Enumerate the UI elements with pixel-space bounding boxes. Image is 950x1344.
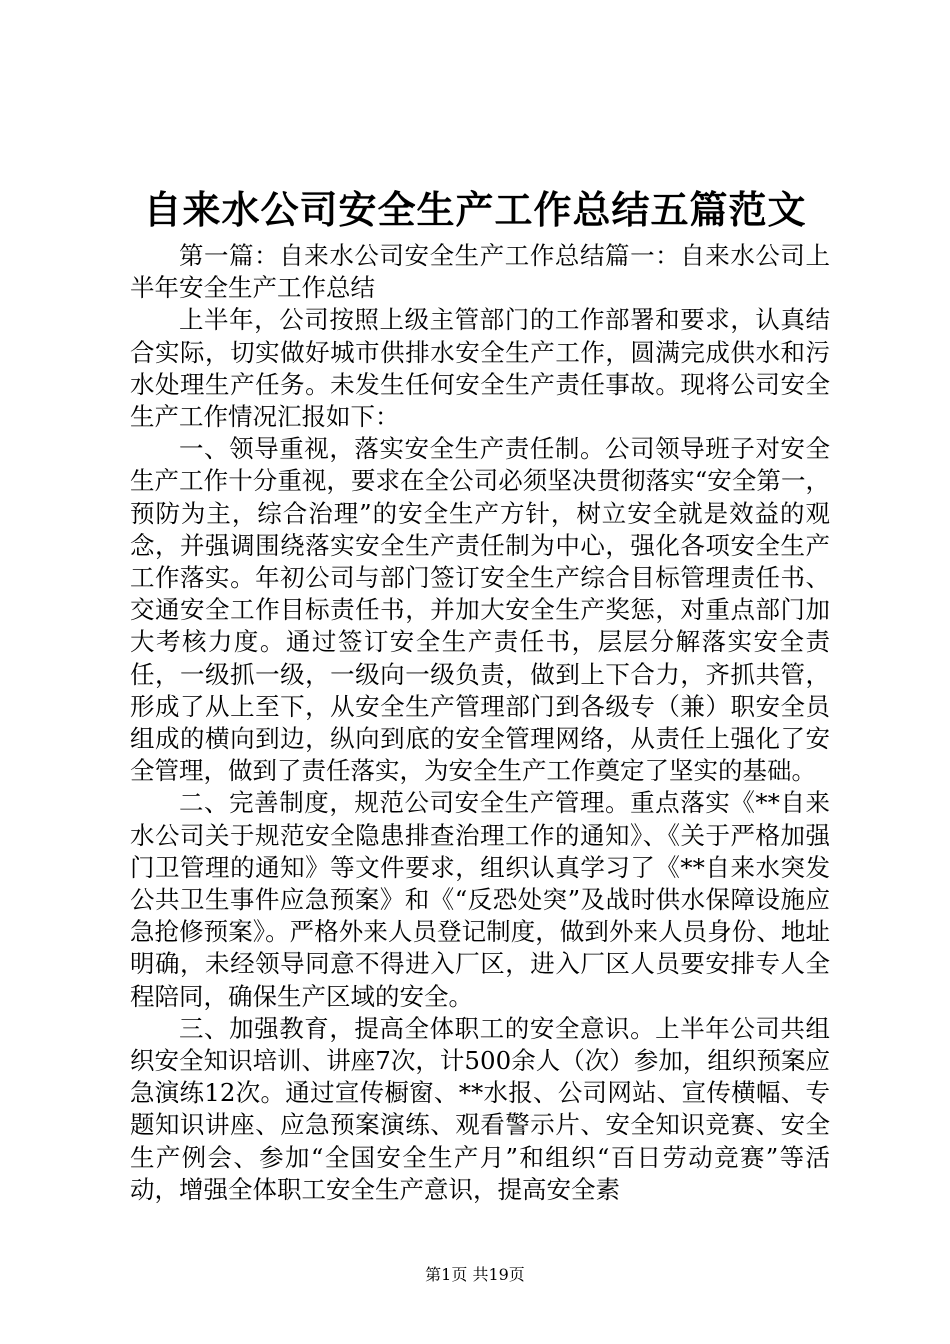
paragraph-intro: 上半年，公司按照上级主管部门的工作部署和要求，认真结合实际，切实做好城市供排水安全生产工作，圆满完成供水和污水处理生产任务。未发生任何安全生产责任事故。现将公司安全生产工作情况汇报如下： bbox=[130, 305, 830, 432]
paragraph-section-1: 一、领导重视，落实安全生产责任制。公司领导班子对安全生产工作十分重视，要求在全公司必须坚决贯彻落实“安全第一，预防为主，综合治理”的安全生产方针，树立安全就是效益的观念，并强调围绕落实安全生产责任制为中心，强化各项安全生产工作落实。年初公司与部门签订安全生产综合目标管理责任书、交通安全工作目标责任书，并加大安全生产奖惩，对重点部门加大考核力度。通过签订安全生产责任书，层层分解落实安全责任，一级抓一级，一级向一级负责，做到上下合力，齐抓共管，形成了从上至下，从安全生产管理部门到各级专（兼）职安全员组成的横向到边，纵向到底的安全管理网络，从责任上强化了安全管理，做到了责任落实，为安全生产工作奠定了坚实的基础。 bbox=[130, 434, 830, 786]
document-body bbox=[130, 240, 830, 1206]
paragraph-section-3: 三、加强教育，提高全体职工的安全意识。上半年公司共组织安全知识培训、讲座7次，计500余人（次）参加，组织预案应急演练12次。通过宣传橱窗、**水报、公司网站、宣传横幅、专题知识讲座、应急预案演练、观看警示片、安全知识竞赛、安全生产例会、参加“全国安全生产月”和组织“百日劳动竞赛”等活动，增强全体职工安全生产意识，提高安全素 bbox=[130, 1013, 830, 1204]
paragraph-heading: 第一篇：自来水公司安全生产工作总结篇一：自来水公司上半年安全生产工作总结 bbox=[130, 241, 830, 303]
page-footer: 第1页 共19页 bbox=[425, 1265, 525, 1284]
document-title: 自来水公司安全生产工作总结五篇范文 bbox=[143, 187, 807, 232]
paragraph-section-2: 二、完善制度，规范公司安全生产管理。重点落实《**自来水公司关于规范安全隐患排查治理工作的通知》、《关于严格加强门卫管理的通知》等文件要求，组织认真学习了《**自来水突发公共卫生事件应急预案》和《“反恐处突”及战时供水保障设施应急抢修预案》。严格外来人员登记制度，做到外来人员身份、地址明确，未经领导同意不得进入厂区，进入厂区人员要安排专人全程陪同，确保生产区域的安全。 bbox=[130, 788, 830, 1011]
